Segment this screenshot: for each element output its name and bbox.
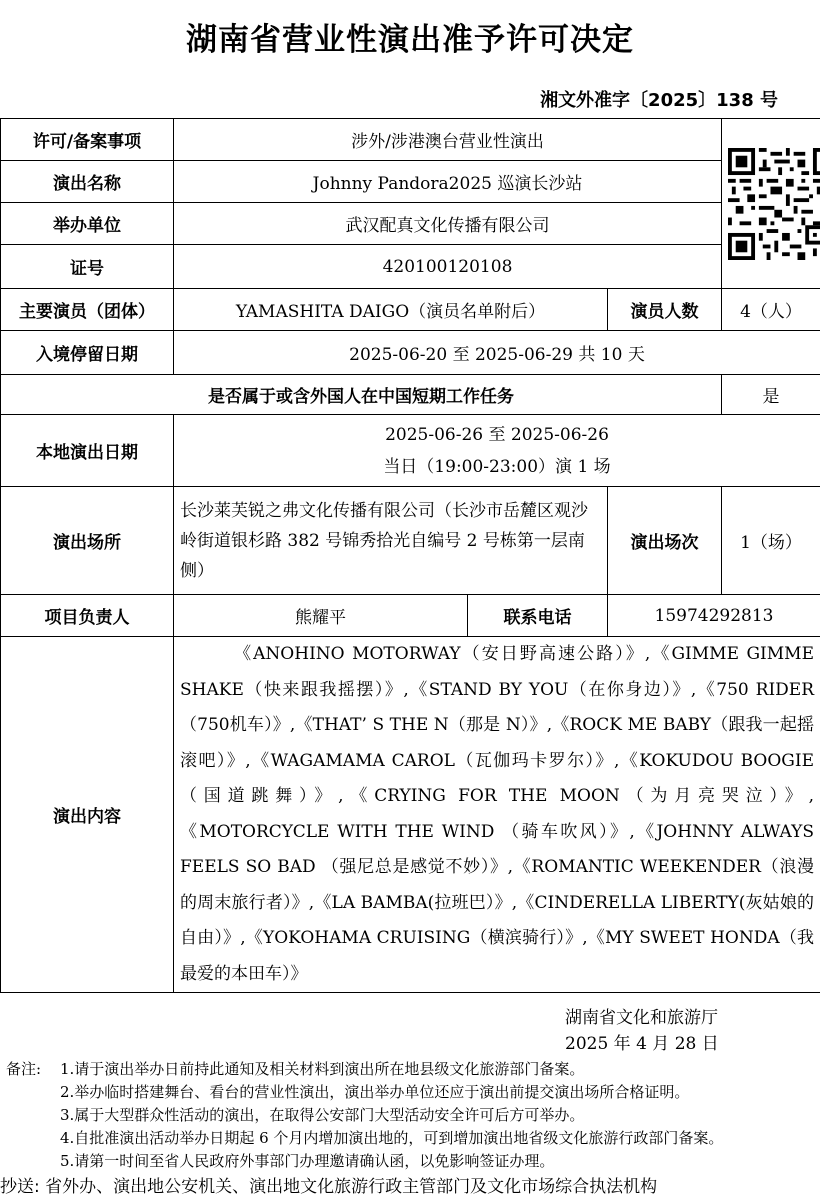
short-term-work-answer: 是 — [722, 375, 820, 415]
notes-label: 备注: — [6, 1060, 42, 1078]
notes-section — [6, 1058, 820, 1173]
qr-code-icon — [728, 148, 820, 260]
show-name-label: 演出名称 — [1, 161, 174, 203]
issuing-authority — [565, 1005, 719, 1057]
cc-label: 抄送: — [0, 1177, 40, 1197]
permit-table — [0, 118, 820, 993]
stay-dates-value: 2025-06-20 至 2025-06-29 共 10 天 — [174, 331, 820, 375]
performers-value: YAMASHITA DAIGO（演员名单附后） — [174, 289, 608, 331]
local-dates-label: 本地演出日期 — [1, 415, 174, 487]
document-number: 湘文外准字〔2025〕138 号 — [540, 90, 778, 111]
permit-type-value: 涉外/涉港澳台营业性演出 — [174, 119, 722, 161]
local-dates-range: 2025-06-26 至 2025-06-26 — [385, 424, 609, 445]
qr-code-cell — [722, 119, 820, 289]
page-title: 湖南省营业性演出准予许可决定 — [186, 22, 634, 58]
note-item: 1.请于演出举办日前持此通知及相关材料到演出所在地县级文化旅游部门备案。 — [60, 1060, 585, 1078]
cc-line — [0, 1172, 657, 1197]
content-label: 演出内容 — [1, 637, 174, 993]
license-value: 420100120108 — [174, 245, 722, 289]
venue-label: 演出场所 — [1, 487, 174, 595]
content-cell — [174, 637, 820, 993]
local-dates-schedule: 当日（19:00-23:00）演 1 场 — [383, 456, 611, 477]
authority-name: 湖南省文化和旅游厅 — [565, 1008, 718, 1028]
sessions-value: 1（场） — [722, 487, 820, 595]
performer-count-label: 演员人数 — [608, 289, 722, 331]
short-term-work-question: 是否属于或含外国人在中国短期工作任务 — [1, 375, 722, 415]
note-item: 5.请第一时间至省人民政府外事部门办理邀请确认函，以免影响签证办理。 — [60, 1152, 555, 1170]
sessions-label: 演出场次 — [608, 487, 722, 595]
note-item: 3.属于大型群众性活动的演出，在取得公安部门大型活动安全许可后方可举办。 — [60, 1106, 585, 1124]
performer-count-value: 4（人） — [722, 289, 820, 331]
cc-value: 省外办、演出地公安机关、演出地文化旅游行政主管部门及文化市场综合执法机构 — [45, 1177, 658, 1197]
manager-label: 项目负责人 — [1, 595, 174, 637]
performers-label: 主要演员（团体） — [1, 289, 174, 331]
issue-date: 2025 年 4 月 28 日 — [565, 1034, 719, 1054]
stay-dates-label: 入境停留日期 — [1, 331, 174, 375]
permit-type-label: 许可/备案事项 — [1, 119, 174, 161]
manager-value: 熊耀平 — [174, 595, 468, 637]
license-label: 证号 — [1, 245, 174, 289]
show-name-value: Johnny Pandora2025 巡演长沙站 — [174, 161, 722, 203]
venue-value: 长沙莱芙锐之弗文化传播有限公司（长沙市岳麓区观沙岭街道银杉路 382 号锦秀拾光自编号 2 号栋第一层南侧） — [174, 487, 608, 595]
organizer-label: 举办单位 — [1, 203, 174, 245]
note-item: 2.举办临时搭建舞台、看台的营业性演出，演出举办单位还应于演出前提交演出场所合格证明。 — [60, 1083, 690, 1101]
note-item: 4.自批准演出活动举办日期起 6 个月内增加演出地的，可到增加演出地省级文化旅游行政部门备案。 — [60, 1129, 724, 1147]
phone-label: 联系电话 — [468, 595, 608, 637]
phone-value: 15974292813 — [608, 595, 820, 637]
organizer-value: 武汉配真文化传播有限公司 — [174, 203, 722, 245]
local-dates-cell — [174, 415, 820, 487]
content-value: 《ANOHINO MOTORWAY（安日野高速公路）》,《GIMME GIMME SHAKE（快来跟我摇摆）》,《STAND BY YOU（在你身边）》,《750 RIDER（750机车）》,《THAT’ S THE N（那是 N）》,《ROCK ME BABY（跟我一起摇滚吧）》,《WAGAMAMA CAROL（瓦伽玛卡罗尔）》,《KOKUDOU BOOGIE（国道跳舞）》,《CRYING FOR THE MOON（为月亮哭泣）》,《MOTORCYCLE WITH THE WIND （骑车吹风）》,《JOHNNY ALWAYS FEELS SO BAD （强尼总是感觉不妙）》,《ROMANTIC WEEKENDER（浪漫的周末旅行者）》,《LA BAMBA(拉班巴）》,《CINDERELLA LIBERTY(灰姑娘的自由）》,《YOKOHAMA CRUISING（横滨骑行）》,《MY SWEET HONDA（我最爱的本田车）》 — [180, 644, 814, 984]
